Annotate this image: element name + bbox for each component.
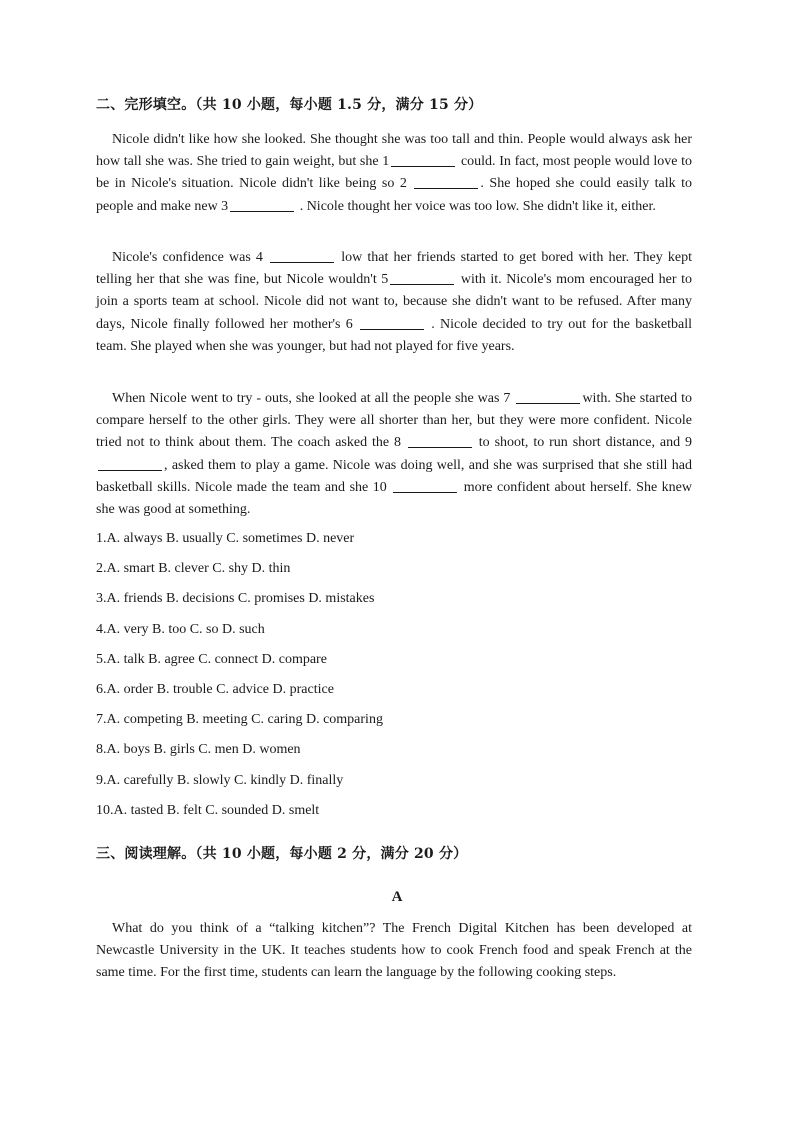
blank-7 bbox=[516, 389, 580, 404]
text-segment: with. She started to compare herself to the other girls. They were all shorter than her, but they were more confident. Nicole tried not to think about them. The coach asked the 8 bbox=[96, 391, 692, 451]
option-row-4: 4.A. very B. too C. so D. such bbox=[96, 621, 265, 637]
option-row-6: 6.A. order B. trouble C. advice D. practice bbox=[96, 681, 334, 697]
option-row-5: 5.A. talk B. agree C. connect D. compare bbox=[96, 651, 327, 667]
passage-a-label: A bbox=[391, 889, 403, 905]
reading-paragraph-a: What do you think of a “talking kitchen”? The French Digital Kitchen has been developed at Newcastle University in the UK. It teaches students how to cook French food and speak French at the same time. For the first time, students can learn the language by the following cooking steps. bbox=[96, 921, 692, 981]
cloze-paragraph-2 bbox=[96, 247, 692, 358]
text-segment: more confident about herself. She knew she was good at something. bbox=[96, 479, 692, 518]
blank-5 bbox=[390, 270, 454, 285]
section-3-heading: 三、阅读理解。（共 10 小题，每小题 2 分，满分 20 分） bbox=[96, 846, 468, 862]
text-segment: , asked them to play a game. Nicole was doing well, and she was surprised that she still had basketball skills. Nicole made the team and she 10 bbox=[96, 457, 692, 495]
text-segment: . Nicole thought her voice was too low. She didn't like it, either. bbox=[299, 198, 656, 214]
text-segment: When Nicole went to try - outs, she looked at all the people she was 7 bbox=[112, 391, 511, 406]
blank-3 bbox=[230, 197, 294, 212]
option-row-8: 8.A. boys B. girls C. men D. women bbox=[96, 742, 301, 758]
blank-6 bbox=[360, 315, 424, 330]
cloze-paragraph-3 bbox=[96, 388, 692, 521]
text-segment: to shoot, to run short distance, and 9 bbox=[478, 435, 692, 451]
option-row-2: 2.A. smart B. clever C. shy D. thin bbox=[96, 561, 291, 577]
text-segment: low that her friends started to get bored with her. They kept telling her that she was fine, but Nicole wouldn't 5 bbox=[96, 250, 692, 288]
option-row-10: 10.A. tasted B. felt C. sounded D. smelt bbox=[96, 802, 320, 818]
option-row-7: 7.A. competing B. meeting C. caring D. comparing bbox=[96, 712, 383, 728]
text-segment: could. In fact, most people would love to be in Nicole's situation. Nicole didn't like being so 2 bbox=[96, 154, 692, 192]
blank-10 bbox=[393, 478, 457, 493]
blank-2 bbox=[414, 174, 478, 189]
text-segment: with it. Nicole's mom encouraged her to join a sports team at school. Nicole did not want to, because she didn't want to be refused. After many days, Nicole finally followed her mother's 6 bbox=[96, 272, 692, 332]
blank-4 bbox=[270, 248, 334, 263]
text-segment: Nicole didn't like how she looked. She thought she was too tall and thin. People would always ask her how tall she was. She tried to gain weight, but she 1 bbox=[96, 132, 692, 170]
option-row-1: 1.A. always B. usually C. sometimes D. never bbox=[96, 531, 355, 546]
option-row-3: 3.A. friends B. decisions C. promises D. mistakes bbox=[96, 591, 375, 607]
text-segment: . Nicole decided to try out for the basketball team. She played when she was younger, but had not played for five years. bbox=[96, 316, 693, 354]
blank-1 bbox=[391, 152, 455, 167]
cloze-paragraph-1 bbox=[96, 129, 692, 218]
options-list bbox=[96, 528, 383, 830]
blank-9 bbox=[98, 456, 162, 471]
section-2-heading: 二、完形填空。（共 10 小题，每小题 1.5 分，满分 15 分） bbox=[96, 97, 483, 113]
text-segment: . She hoped she could easily talk to people and make new 3 bbox=[96, 176, 693, 214]
option-row-9: 9.A. carefully B. slowly C. kindly D. finally bbox=[96, 772, 344, 788]
text-segment: Nicole's confidence was 4 bbox=[112, 250, 263, 265]
blank-8 bbox=[408, 433, 472, 448]
